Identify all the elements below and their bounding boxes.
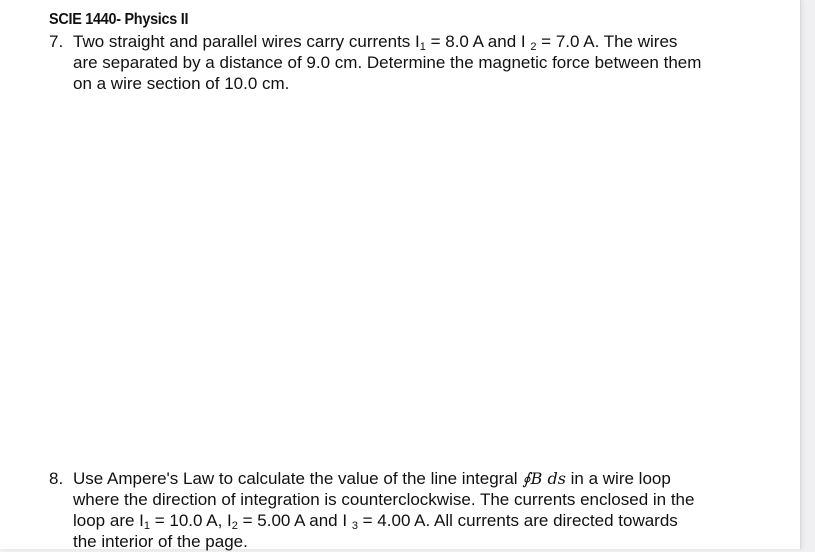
problem-text: = 7.0 A. The wires bbox=[536, 32, 678, 51]
problem-8 bbox=[49, 468, 769, 552]
problem-7 bbox=[49, 31, 769, 94]
problem-text: = 5.00 A and I bbox=[237, 511, 352, 530]
problem-line bbox=[73, 31, 769, 52]
problem-text: = 10.0 A, I bbox=[150, 511, 232, 530]
subscript: 3 bbox=[351, 520, 358, 532]
problem-number: 7. bbox=[49, 32, 64, 51]
subscript: 2 bbox=[231, 520, 238, 532]
problem-text: = 4.00 A. All currents are directed towards bbox=[357, 511, 678, 530]
problem-text: in a wire loop bbox=[565, 469, 671, 488]
subscript: 2 bbox=[530, 41, 537, 53]
problem-line: the interior of the page. bbox=[73, 532, 248, 551]
problem-line: where the direction of integration is counterclockwise. The currents enclosed in the bbox=[73, 490, 695, 509]
problem-text: loop are I bbox=[73, 511, 144, 530]
subscript: 1 bbox=[143, 520, 151, 532]
problem-line bbox=[73, 468, 769, 489]
line-integral-expression: ∮B ds bbox=[522, 469, 566, 488]
subscript: 1 bbox=[419, 41, 426, 53]
problem-line bbox=[73, 510, 769, 531]
problem-number: 8. bbox=[49, 469, 64, 488]
problem-text: Use Ampere's Law to calculate the value of the line integral bbox=[73, 469, 523, 488]
problem-text: Two straight and parallel wires carry currents I bbox=[73, 32, 420, 51]
problem-line: are separated by a distance of 9.0 cm. Determine the magnetic force between them bbox=[73, 53, 702, 72]
problem-line: on a wire section of 10.0 cm. bbox=[73, 74, 290, 93]
course-title: SCIE 1440- Physics II bbox=[49, 11, 189, 28]
problem-text: = 8.0 A and I bbox=[425, 32, 531, 51]
